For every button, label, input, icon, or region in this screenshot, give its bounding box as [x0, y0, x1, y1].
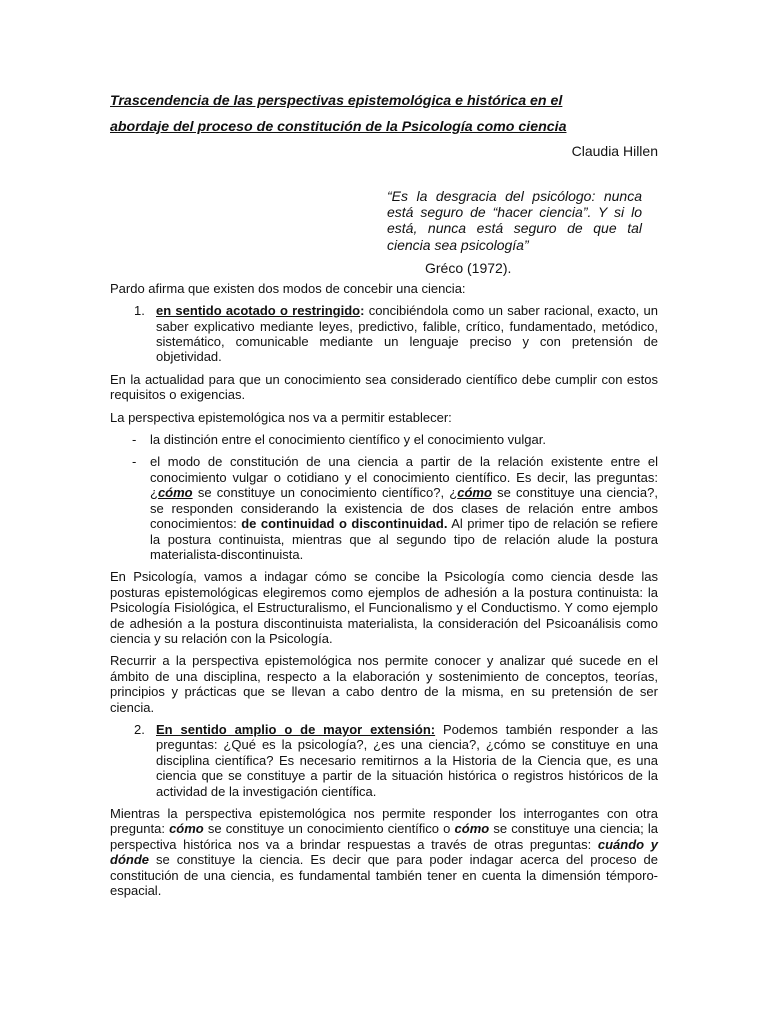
dash-2-como-1: cómo	[157, 485, 193, 501]
paragraph-intro: Pardo afirma que existen dos modos de concebir una ciencia:	[110, 280, 466, 296]
dash-2-bold: de continuidad o discontinuidad.	[241, 516, 448, 532]
paragraph-requirements: En la actualidad para que un conocimiento sea considerado científico debe cumplir con estos requisitos o exigencias.	[110, 371, 658, 403]
item-1-text: concibiéndola como un saber racional, exacto, un saber explicativo mediante leyes, predictivo, falible, crítico, fundamentado, metódico, sistemático, comunicable mediante un lenguaje preciso y con pretensión de objetividad.	[156, 303, 658, 365]
item-2-text: Podemos también responder a las preguntas: ¿Qué es la psicología?, ¿es una ciencia?, ¿cómo se constituye en una disciplina científica? Es necesario remitirnos a la Historia de la Ciencia que, es una ciencia que se constituye a partir de la situación histórica o registros históricos de la actividad de la investigación científica.	[156, 721, 658, 799]
item-1-lead: en sentido acotado o restringido	[156, 303, 361, 319]
p6-text-d: se constituye la ciencia. Es decir que para poder indagar acerca del proceso de constitución de una ciencia, es fundamental también tener en cuenta la dimensión témporo-espacial.	[110, 852, 658, 899]
paragraph-epistemology: Recurrir a la perspectiva epistemológica nos permite conocer y analizar qué sucede en el ámbito de una disciplina, respecto a la elaboración y sostenimiento de conceptos, teorías, principios y prácticas que se llevan a cabo dentro de la misma, en su pretensión de ser ciencia.	[110, 653, 658, 715]
dash-item-1	[110, 432, 658, 447]
paragraph-history	[110, 806, 658, 898]
dash-2-text-a: el modo de constitución de una ciencia a partir de la relación existente entre el conocimiento vulgar o cotidiano y el conocimiento científico. Es decir, las preguntas: ¿	[150, 454, 658, 501]
list-number: 2.	[134, 721, 145, 737]
dash-2-como-2: cómo	[457, 485, 492, 501]
dash-1-text: la distinción entre el conocimiento científico y el conocimiento vulgar.	[150, 432, 546, 448]
paragraph-psychology: En Psicología, vamos a indagar cómo se concibe la Psicología como ciencia desde las posturas epistemológicas elegiremos como ejemplos de adhesión a la postura continuista: la Psicología Fisiológica, el Estructuralismo, el Funcionalismo y el Conductismo. Y como ejemplo de adhesión a la postura discontinuista materialista, la consideración del Psicoanálisis como ciencia y su relación con la Psicología.	[110, 569, 658, 646]
dash-mark: -	[132, 432, 137, 448]
document-page	[110, 88, 658, 898]
dash-2-text-b: se constituye un conocimiento científico?, ¿	[192, 485, 458, 501]
paragraph-perspective: La perspectiva epistemológica nos va a permitir establecer:	[110, 409, 452, 425]
list-item-1	[110, 303, 658, 365]
list-number: 1.	[134, 303, 145, 319]
p6-text-b: se constituye un conocimiento científico o	[203, 821, 455, 837]
dash-item-2	[110, 454, 658, 562]
title-line-1: Trascendencia de las perspectivas epistemológica e histórica en el	[110, 93, 563, 109]
p6-bold-2: cómo	[454, 821, 490, 837]
epigraph-source: Gréco (1972).	[425, 259, 512, 276]
p6-text-a: Mientras la perspectiva epistemológica nos permite responder los interrogantes con otra pregunta:	[110, 806, 658, 837]
item-2-lead: En sentido amplio o de mayor extensión:	[156, 721, 436, 737]
epigraph-quote: “Es la desgracia del psicólogo: nunca está seguro de “hacer ciencia”. Y si lo está, nunca está seguro de que tal ciencia sea psicología”	[387, 188, 642, 253]
p6-text-c: se constituye una ciencia; la perspectiva histórica nos va a brindar respuestas a través de otras preguntas:	[110, 821, 659, 852]
title-line-2: abordaje del proceso de constitución de la Psicología como ciencia	[110, 119, 567, 135]
dash-2-text-d: Al primer tipo de relación se refiere la postura continuista, mientras que al segundo tipo de relación alude la postura materialista-discontinuista.	[150, 516, 658, 562]
list-item-2	[110, 722, 658, 799]
p6-bold-3: cuándo y dónde	[110, 836, 658, 868]
dash-mark: -	[132, 454, 137, 470]
item-1-colon: :	[360, 303, 365, 319]
p6-bold-1: cómo	[169, 821, 204, 837]
dash-2-text-c: se constituye una ciencia?, se responden considerando la existencia de dos clases de relación entre ambos conocimientos:	[150, 485, 658, 532]
author: Claudia Hillen	[571, 143, 658, 159]
